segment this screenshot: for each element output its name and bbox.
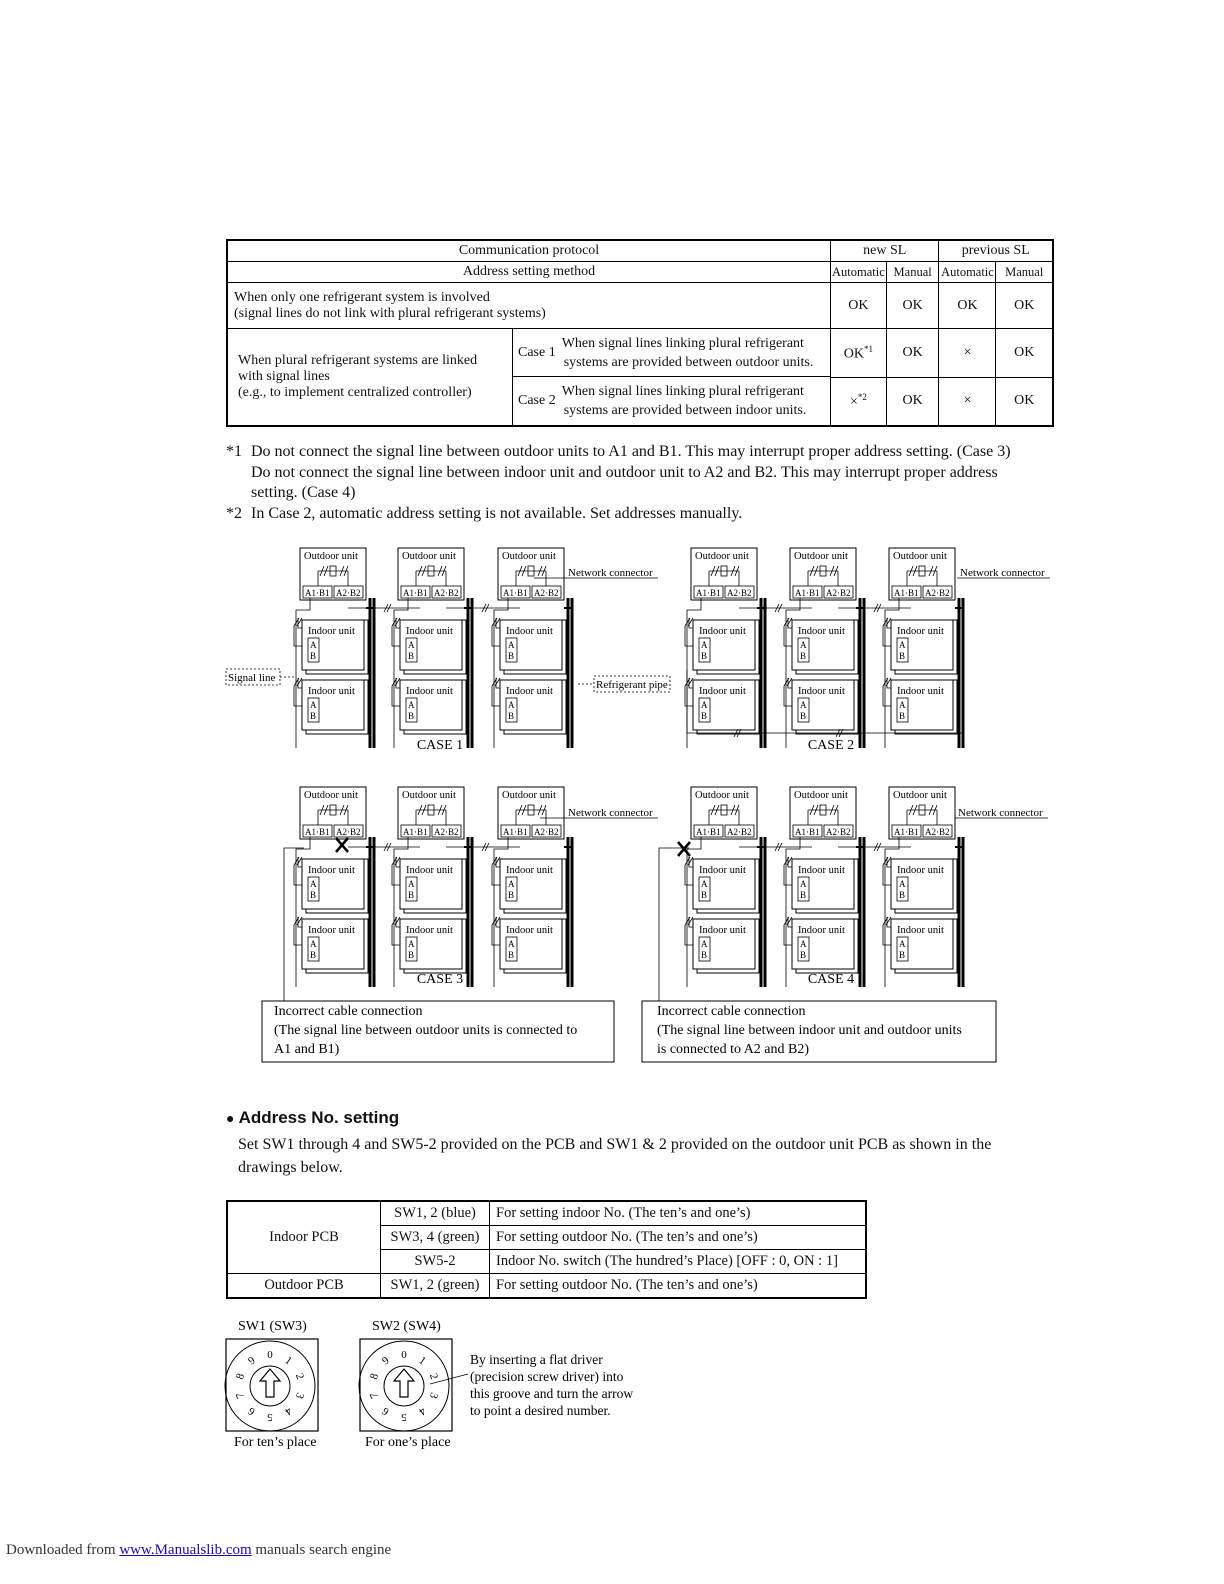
indoor-terminal-a: A bbox=[310, 640, 317, 650]
error3-line1: (The signal line between outdoor units is connected to bbox=[274, 1023, 578, 1038]
indoor-terminal-b: B bbox=[899, 651, 906, 661]
case1-line2: systems are provided between outdoor units. bbox=[563, 354, 814, 370]
rotary-switch-tens bbox=[225, 1339, 318, 1431]
indoor-terminal-a: A bbox=[508, 640, 515, 650]
outdoor-unit-label: Outdoor unit bbox=[502, 790, 556, 801]
terminal-a2b2-label: A2·B2 bbox=[336, 588, 361, 598]
case2-label: Case 2 bbox=[518, 393, 556, 408]
dial-digit: 9 bbox=[246, 1354, 258, 1368]
dial-digit: 4 bbox=[416, 1404, 428, 1418]
indoor-unit-label: Indoor unit bbox=[897, 626, 944, 637]
indoor-unit-label: Indoor unit bbox=[308, 925, 355, 936]
indoor-terminal-b: B bbox=[508, 711, 515, 721]
row1-line2: (signal lines do not link with plural refrigerant systems) bbox=[234, 305, 546, 321]
case2-row bbox=[513, 377, 830, 425]
indoor-terminal-b: B bbox=[310, 950, 317, 960]
indoor-terminal-b: B bbox=[408, 890, 415, 900]
terminal-a2b2-label: A2·B2 bbox=[826, 827, 851, 837]
row1-value: OK bbox=[886, 283, 939, 329]
indoor-unit-label: Indoor unit bbox=[798, 686, 845, 697]
outdoor-unit-label: Outdoor unit bbox=[402, 551, 456, 562]
indoor-terminal-a: A bbox=[800, 939, 807, 949]
outdoor-pcb-label: Outdoor PCB bbox=[227, 1274, 381, 1299]
indoor-terminal-b: B bbox=[701, 711, 708, 721]
error4-line2: is connected to A2 and B2) bbox=[657, 1042, 810, 1057]
outdoor-unit-label: Outdoor unit bbox=[402, 790, 456, 801]
indoor-unit-label: Indoor unit bbox=[699, 865, 746, 876]
terminal-a1b1-label: A1·B1 bbox=[503, 827, 528, 837]
indoor-unit-label: Indoor unit bbox=[798, 925, 845, 936]
header-method: Address setting method bbox=[227, 262, 831, 283]
note-1-line1: Do not connect the signal line between outdoor units to A1 and B1. This may interrupt proper address setting. (Case 3) bbox=[251, 443, 1011, 460]
sub-auto-new: Automatic bbox=[831, 262, 887, 283]
indoor-unit-label: Indoor unit bbox=[506, 925, 553, 936]
outdoor-unit-label: Outdoor unit bbox=[893, 551, 947, 562]
case2-value: OK bbox=[996, 377, 1053, 426]
terminal-a2b2-label: A2·B2 bbox=[925, 827, 950, 837]
sub-manual-prev: Manual bbox=[996, 262, 1053, 283]
plural-line3: (e.g., to implement centralized controller) bbox=[238, 385, 472, 400]
case1-line1: When signal lines linking plural refrigerant bbox=[561, 335, 804, 351]
indoor-unit-label: Indoor unit bbox=[406, 865, 453, 876]
error4-line1: (The signal line between indoor unit and outdoor units bbox=[657, 1023, 962, 1038]
switch-note-line1: By inserting a flat driver bbox=[470, 1352, 603, 1367]
indoor-terminal-b: B bbox=[800, 890, 807, 900]
dial-digit: 8 bbox=[233, 1371, 248, 1381]
error3-title: Incorrect cable connection bbox=[274, 1004, 423, 1019]
header-previous-sl: previous SL bbox=[939, 240, 1053, 262]
case1-value: × bbox=[939, 329, 996, 378]
sub-auto-prev: Automatic bbox=[939, 262, 996, 283]
case1-label: CASE 1 bbox=[416, 738, 464, 753]
dial-digit: 8 bbox=[367, 1371, 382, 1381]
error4-title: Incorrect cable connection bbox=[657, 1004, 806, 1019]
indoor-terminal-a: A bbox=[408, 700, 415, 710]
outdoor-unit-label: Outdoor unit bbox=[893, 790, 947, 801]
indoor-unit-label: Indoor unit bbox=[406, 626, 453, 637]
indoor-terminal-a: A bbox=[701, 879, 708, 889]
sw1-caption: For ten’s place bbox=[234, 1435, 317, 1450]
indoor-unit-label: Indoor unit bbox=[699, 626, 746, 637]
terminal-a1b1-label: A1·B1 bbox=[696, 588, 721, 598]
indoor-unit-label: Indoor unit bbox=[699, 686, 746, 697]
dial-arrow-icon bbox=[394, 1369, 414, 1397]
rotary-switch-ones bbox=[359, 1339, 452, 1431]
case2-value: ×$^{*2}$ bbox=[831, 377, 887, 426]
indoor-terminal-b: B bbox=[508, 651, 515, 661]
network-connector-label: Network connector bbox=[958, 807, 1043, 819]
terminal-a2b2-label: A2·B2 bbox=[434, 588, 459, 598]
indoor-unit-label: Indoor unit bbox=[308, 626, 355, 637]
indoor-terminal-b: B bbox=[899, 950, 906, 960]
terminal-a1b1-label: A1·B1 bbox=[894, 588, 919, 598]
indoor-terminal-a: A bbox=[508, 700, 515, 710]
dial-digit: 7 bbox=[367, 1391, 382, 1401]
indoor-unit-label: Indoor unit bbox=[506, 626, 553, 637]
indoor-terminal-a: A bbox=[899, 879, 906, 889]
dial-digit: 3 bbox=[292, 1391, 307, 1401]
network-connector-label: Network connector bbox=[568, 807, 653, 819]
case2-value: × bbox=[939, 377, 996, 426]
outdoor-unit-label: Outdoor unit bbox=[695, 551, 749, 562]
network-connector-label: Network connector bbox=[960, 567, 1045, 579]
switch-name: SW1, 2 (blue) bbox=[381, 1201, 490, 1226]
dial-digit: 6 bbox=[380, 1404, 392, 1418]
outdoor-unit-label: Outdoor unit bbox=[695, 790, 749, 801]
switch-description: For setting outdoor No. (The ten’s and one’s) bbox=[490, 1274, 867, 1299]
terminal-a2b2-label: A2·B2 bbox=[534, 588, 559, 598]
note-2: *2 In Case 2, automatic address setting is not available. Set addresses manually. bbox=[226, 504, 1056, 525]
terminal-a2b2-label: A2·B2 bbox=[826, 588, 851, 598]
indoor-terminal-a: A bbox=[800, 879, 807, 889]
indoor-terminal-a: A bbox=[508, 939, 515, 949]
case2-label: CASE 2 bbox=[807, 738, 855, 753]
case2-value: OK bbox=[886, 377, 939, 426]
terminal-a1b1-label: A1·B1 bbox=[894, 827, 919, 837]
dial-digit: 5 bbox=[267, 1411, 273, 1423]
wiring-diagrams bbox=[222, 540, 1062, 1070]
dial-arrow-icon bbox=[260, 1369, 280, 1397]
outdoor-unit-label: Outdoor unit bbox=[304, 790, 358, 801]
indoor-terminal-a: A bbox=[701, 700, 708, 710]
signal-line-label: Signal line bbox=[228, 672, 276, 684]
notes bbox=[226, 442, 1056, 524]
sub-manual-new: Manual bbox=[886, 262, 939, 283]
indoor-terminal-a: A bbox=[899, 640, 906, 650]
indoor-terminal-b: B bbox=[408, 651, 415, 661]
pcb-switch-table bbox=[226, 1200, 867, 1299]
switch-name: SW1, 2 (green) bbox=[381, 1274, 490, 1299]
case1-value: OK bbox=[996, 329, 1053, 378]
sw1-label: SW1 (SW3) bbox=[238, 1319, 307, 1334]
indoor-unit-label: Indoor unit bbox=[406, 925, 453, 936]
dial-digit: 3 bbox=[426, 1391, 441, 1401]
dial-digit: 6 bbox=[246, 1404, 258, 1418]
dial-digit: 2 bbox=[292, 1371, 307, 1381]
note-1: *1 Do not connect the signal line between outdoor units to A1 and B1. This may interrupt proper address setting. (Case 3) Do not connect the signal line between indoor unit and outdoor unit to A2 and B2. This may interrupt proper address setting. (Case 4) bbox=[226, 442, 1056, 504]
indoor-terminal-b: B bbox=[310, 711, 317, 721]
terminal-a2b2-label: A2·B2 bbox=[727, 588, 752, 598]
switch-description: For setting outdoor No. (The ten’s and one’s) bbox=[490, 1226, 867, 1250]
plural-line2: with signal lines bbox=[238, 369, 330, 384]
case1-row bbox=[513, 329, 830, 377]
protocol-table bbox=[226, 239, 1054, 427]
indoor-terminal-a: A bbox=[800, 700, 807, 710]
terminal-a1b1-label: A1·B1 bbox=[795, 827, 820, 837]
switch-note-line2: (precision screw driver) into bbox=[470, 1369, 624, 1384]
case4-label: CASE 4 bbox=[807, 972, 855, 987]
case1-label: Case 1 bbox=[518, 344, 556, 360]
switch-name: SW3, 4 (green) bbox=[381, 1226, 490, 1250]
refrigerant-pipe-label: Refrigerant pipe bbox=[596, 679, 668, 691]
address-body: Set SW1 through 4 and SW5-2 provided on the PCB and SW1 & 2 provided on the outdoor unit PCB as shown in the drawings below. bbox=[238, 1136, 992, 1176]
indoor-terminal-a: A bbox=[310, 939, 317, 949]
dial-digit: 1 bbox=[416, 1354, 428, 1368]
dial-digit: 1 bbox=[282, 1354, 294, 1368]
indoor-unit-label: Indoor unit bbox=[897, 686, 944, 697]
indoor-terminal-b: B bbox=[310, 651, 317, 661]
note-1-line3: setting. (Case 4) bbox=[251, 484, 356, 501]
terminal-a2b2-label: A2·B2 bbox=[336, 827, 361, 837]
note-1-line2: Do not connect the signal line between indoor unit and outdoor unit to A2 and B2. This may interrupt proper address bbox=[251, 463, 998, 481]
terminal-a1b1-label: A1·B1 bbox=[305, 827, 330, 837]
sw2-label: SW2 (SW4) bbox=[372, 1319, 441, 1334]
terminal-a2b2-label: A2·B2 bbox=[727, 827, 752, 837]
row1-value: OK bbox=[996, 283, 1053, 329]
indoor-terminal-b: B bbox=[701, 950, 708, 960]
error-x-mark bbox=[336, 838, 348, 852]
indoor-terminal-a: A bbox=[408, 939, 415, 949]
indoor-terminal-a: A bbox=[408, 640, 415, 650]
indoor-unit-label: Indoor unit bbox=[506, 865, 553, 876]
address-heading: ● Address No. setting bbox=[226, 1108, 400, 1127]
terminal-a1b1-label: A1·B1 bbox=[305, 588, 330, 598]
dial-digit: 2 bbox=[426, 1371, 441, 1381]
outdoor-unit-label: Outdoor unit bbox=[794, 551, 848, 562]
indoor-unit-label: Indoor unit bbox=[897, 865, 944, 876]
network-connector-label: Network connector bbox=[568, 567, 653, 579]
footer: Downloaded from www.Manualslib.com manuals search engine bbox=[6, 1542, 392, 1558]
indoor-terminal-b: B bbox=[701, 890, 708, 900]
note-2-text: In Case 2, automatic address setting is not available. Set addresses manually. bbox=[251, 504, 743, 522]
indoor-terminal-b: B bbox=[508, 950, 515, 960]
terminal-a1b1-label: A1·B1 bbox=[503, 588, 528, 598]
dial-digit: 4 bbox=[282, 1404, 294, 1418]
case3-label: CASE 3 bbox=[416, 972, 464, 987]
terminal-a2b2-label: A2·B2 bbox=[534, 827, 559, 837]
indoor-terminal-b: B bbox=[899, 890, 906, 900]
indoor-terminal-b: B bbox=[508, 890, 515, 900]
indoor-unit-label: Indoor unit bbox=[506, 686, 553, 697]
indoor-terminal-a: A bbox=[899, 700, 906, 710]
indoor-terminal-a: A bbox=[701, 640, 708, 650]
indoor-terminal-b: B bbox=[800, 651, 807, 661]
row1-value: OK bbox=[939, 283, 996, 329]
indoor-unit-label: Indoor unit bbox=[897, 925, 944, 936]
indoor-terminal-a: A bbox=[408, 879, 415, 889]
dial-digit: 0 bbox=[401, 1349, 407, 1361]
terminal-a2b2-label: A2·B2 bbox=[434, 827, 459, 837]
header-protocol: Communication protocol bbox=[227, 240, 831, 262]
indoor-unit-label: Indoor unit bbox=[308, 686, 355, 697]
case2-line2: systems are provided between indoor units. bbox=[563, 403, 807, 418]
case1-value: OK$^{*1}$ bbox=[831, 329, 887, 378]
header-new-sl: new SL bbox=[831, 240, 939, 262]
indoor-terminal-a: A bbox=[310, 700, 317, 710]
dial-digit: 0 bbox=[267, 1349, 273, 1361]
indoor-unit-label: Indoor unit bbox=[406, 686, 453, 697]
switch-description: For setting indoor No. (The ten’s and one’s) bbox=[490, 1201, 867, 1226]
indoor-terminal-b: B bbox=[800, 711, 807, 721]
terminal-a2b2-label: A2·B2 bbox=[925, 588, 950, 598]
error3-line2: A1 and B1) bbox=[274, 1042, 340, 1057]
outdoor-unit-label: Outdoor unit bbox=[794, 790, 848, 801]
indoor-terminal-b: B bbox=[408, 711, 415, 721]
terminal-a1b1-label: A1·B1 bbox=[696, 827, 721, 837]
switch-note-line3: this groove and turn the arrow bbox=[470, 1386, 634, 1401]
dial-digit: 7 bbox=[233, 1391, 248, 1401]
indoor-terminal-a: A bbox=[800, 640, 807, 650]
manualslib-link[interactable]: www.Manualslib.com bbox=[119, 1542, 252, 1558]
terminal-a1b1-label: A1·B1 bbox=[403, 588, 428, 598]
indoor-terminal-a: A bbox=[701, 939, 708, 949]
indoor-terminal-a: A bbox=[899, 939, 906, 949]
indoor-unit-label: Indoor unit bbox=[699, 925, 746, 936]
outdoor-unit-label: Outdoor unit bbox=[304, 551, 358, 562]
terminal-a1b1-label: A1·B1 bbox=[795, 588, 820, 598]
dial-digit: 9 bbox=[380, 1354, 392, 1368]
switch-description: Indoor No. switch (The hundred’s Place) [OFF : 0, ON : 1] bbox=[490, 1250, 867, 1274]
indoor-unit-label: Indoor unit bbox=[798, 626, 845, 637]
indoor-terminal-a: A bbox=[310, 879, 317, 889]
indoor-terminal-b: B bbox=[310, 890, 317, 900]
switch-note-line4: to point a desired number. bbox=[470, 1403, 611, 1418]
row1-value: OK bbox=[831, 283, 887, 329]
row1-line1: When only one refrigerant system is involved bbox=[234, 289, 490, 305]
indoor-pcb-label: Indoor PCB bbox=[227, 1201, 381, 1274]
indoor-unit-label: Indoor unit bbox=[308, 865, 355, 876]
dial-digit: 5 bbox=[401, 1411, 407, 1423]
outdoor-unit-label: Outdoor unit bbox=[502, 551, 556, 562]
indoor-terminal-b: B bbox=[701, 651, 708, 661]
indoor-terminal-b: B bbox=[899, 711, 906, 721]
indoor-terminal-b: B bbox=[800, 950, 807, 960]
terminal-a1b1-label: A1·B1 bbox=[403, 827, 428, 837]
indoor-terminal-a: A bbox=[508, 879, 515, 889]
sw2-caption: For one’s place bbox=[365, 1435, 451, 1450]
case1-value: OK bbox=[886, 329, 939, 378]
row-single-system bbox=[227, 283, 831, 329]
indoor-unit-label: Indoor unit bbox=[798, 865, 845, 876]
row-plural-systems bbox=[227, 329, 831, 427]
case2-line1: When signal lines linking plural refrigerant bbox=[561, 384, 804, 399]
rotary-switches bbox=[222, 1312, 682, 1457]
indoor-terminal-b: B bbox=[408, 950, 415, 960]
plural-line1: When plural refrigerant systems are linked bbox=[238, 353, 478, 368]
switch-name: SW5-2 bbox=[381, 1250, 490, 1274]
